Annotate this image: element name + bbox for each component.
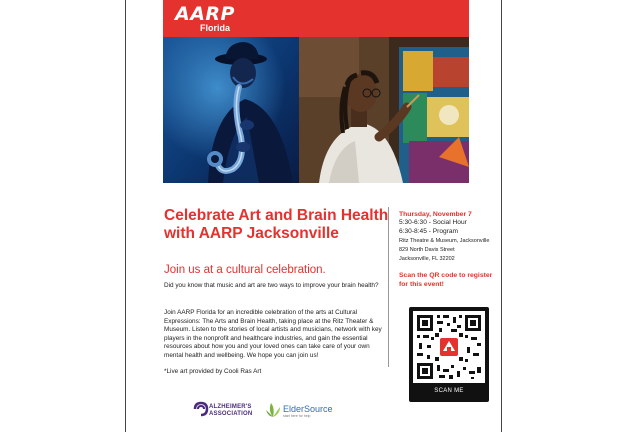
intro-paragraph: Did you know that music and art are two ways to improve your brain health? (164, 282, 379, 289)
schedule-item: 5:30-6:30 - Social Hour (399, 219, 467, 226)
venue-line: Jacksonville, FL 32202 (399, 256, 455, 263)
event-info (399, 210, 499, 263)
hero-photos (163, 37, 469, 183)
event-headline: Celebrate Art and Brain Health with AARP Jacksonville (164, 207, 389, 242)
eldersource-name: ElderSource (283, 404, 333, 414)
qr-code[interactable] (413, 311, 485, 383)
alzheimers-association-logo (193, 401, 263, 421)
logo-region-text: Florida (200, 23, 231, 33)
alz-symbol-icon (193, 401, 209, 417)
aarp-florida-logo (175, 4, 235, 33)
scan-instructions: Scan the QR code to register for this event! (399, 272, 493, 288)
scan-me-label: SCAN ME (434, 388, 464, 394)
venue-line: 829 North Davis Street (399, 247, 455, 254)
header-banner (163, 0, 469, 37)
event-subhead: Join us at a cultural celebration. (164, 264, 326, 276)
venue-line: Ritz Theatre & Museum, Jacksonville (399, 238, 490, 245)
alz-line-2: ASSOCIATION (209, 410, 253, 417)
saxophonist-photo (163, 37, 299, 183)
painter-photo (299, 37, 469, 183)
schedule-item: 6:30-8:45 - Program (399, 227, 459, 235)
leaf-icon (265, 401, 281, 419)
logo-aarp-text: AARP (175, 3, 235, 25)
details-paragraph: Join AARP Florida for an incredible celebration of the arts at Cultural Expressions: The Arts and Brain Health, taking place at the Ritz Theater & Museum. Listen to the stories of local artists and musicians, network with key players in the nonprofit and healthcare industries, and gain the essential resources about how you and your loved ones can take care of your own mental health and wellbeing. We hope you can join us! (164, 309, 382, 359)
alz-line-1: ALZHEIMER'S (209, 404, 252, 410)
column-divider (388, 207, 389, 367)
event-date: Thursday, November 7 (399, 211, 472, 218)
qr-code-card[interactable] (409, 307, 489, 402)
eldersource-tagline: start here for help (283, 414, 311, 418)
art-credit: *Live art provided by Cooli Ras Art (164, 368, 262, 375)
flyer-page (125, 0, 502, 432)
eldersource-logo (265, 401, 345, 421)
